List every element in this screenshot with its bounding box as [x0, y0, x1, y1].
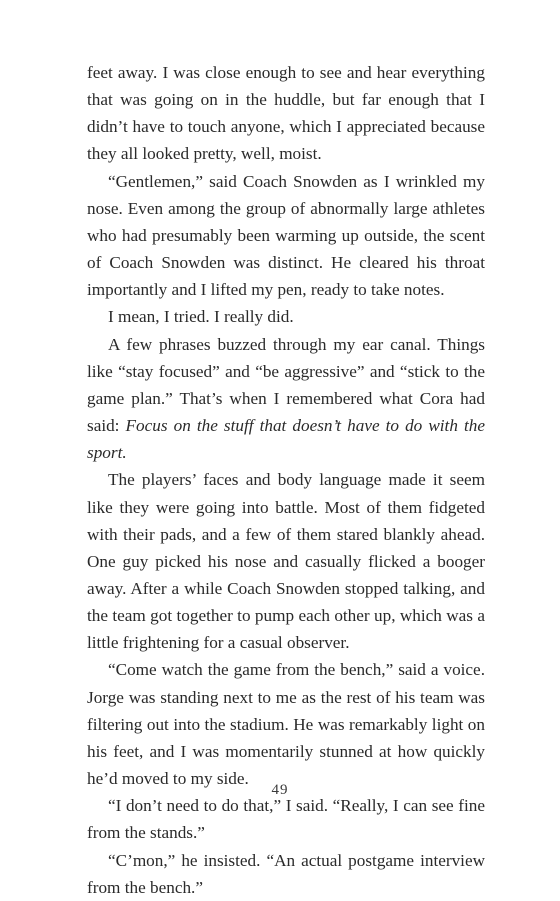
paragraph-text: The players’ faces and body language made it seem like they were going into battle. Most of them fidgeted with their pads, and a few of them stared blankly ahead. One guy picked his nose and casually flicked a booger away. After a while Coach Snowden stopped talking, and the team got together to pump each other up, which was a little frightening for a casual observer. — [87, 470, 485, 653]
paragraph-text: feet away. I was close enough to see and hear everything that was going on in the huddle, but far enough that I didn’t have to touch anyone, which I appreciated because they all looked pretty, well, moist. — [87, 63, 485, 164]
italic-quote: Focus on the stuff that doesn’t have to do with the sport. — [87, 416, 485, 463]
paragraph-text: “Come watch the game from the bench,” said a voice. Jorge was standing next to me as the rest of his team was filtering out into the stadium. He was remarkably light on his feet, and I was momentarily stunned at how quickly he’d moved to my side. — [87, 660, 485, 789]
paragraph — [87, 656, 485, 792]
paragraph — [87, 168, 485, 304]
page-body — [87, 59, 485, 901]
paragraph-text: “C’mon,” he insisted. “An actual postgame interview from the bench.” — [87, 850, 485, 897]
paragraph-text: A few phrases buzzed through my ear canal. Things like “stay focused” and “be aggressive” and “stick to the game plan.” That’s when I remembered what Cora had said: — [87, 334, 485, 436]
paragraph — [87, 59, 485, 168]
page-number: 49 — [271, 782, 289, 798]
paragraph-text: “Gentlemen,” said Coach Snowden as I wrinkled my nose. Even among the group of abnormally large athletes who had presumably been warming up outside, the scent of Coach Snowden was distinct. He cleared his throat importantly and I lifted my pen, ready to take notes. — [87, 171, 485, 300]
paragraph — [87, 331, 485, 467]
paragraph — [87, 847, 485, 901]
paragraph-text: “I don’t need to do that,” I said. “Really, I can see fine from the stands.” — [87, 796, 485, 843]
paragraph-text: I mean, I tried. I really did. — [108, 307, 294, 327]
paragraph — [87, 466, 485, 656]
paragraph — [87, 303, 485, 330]
paragraph — [87, 792, 485, 846]
